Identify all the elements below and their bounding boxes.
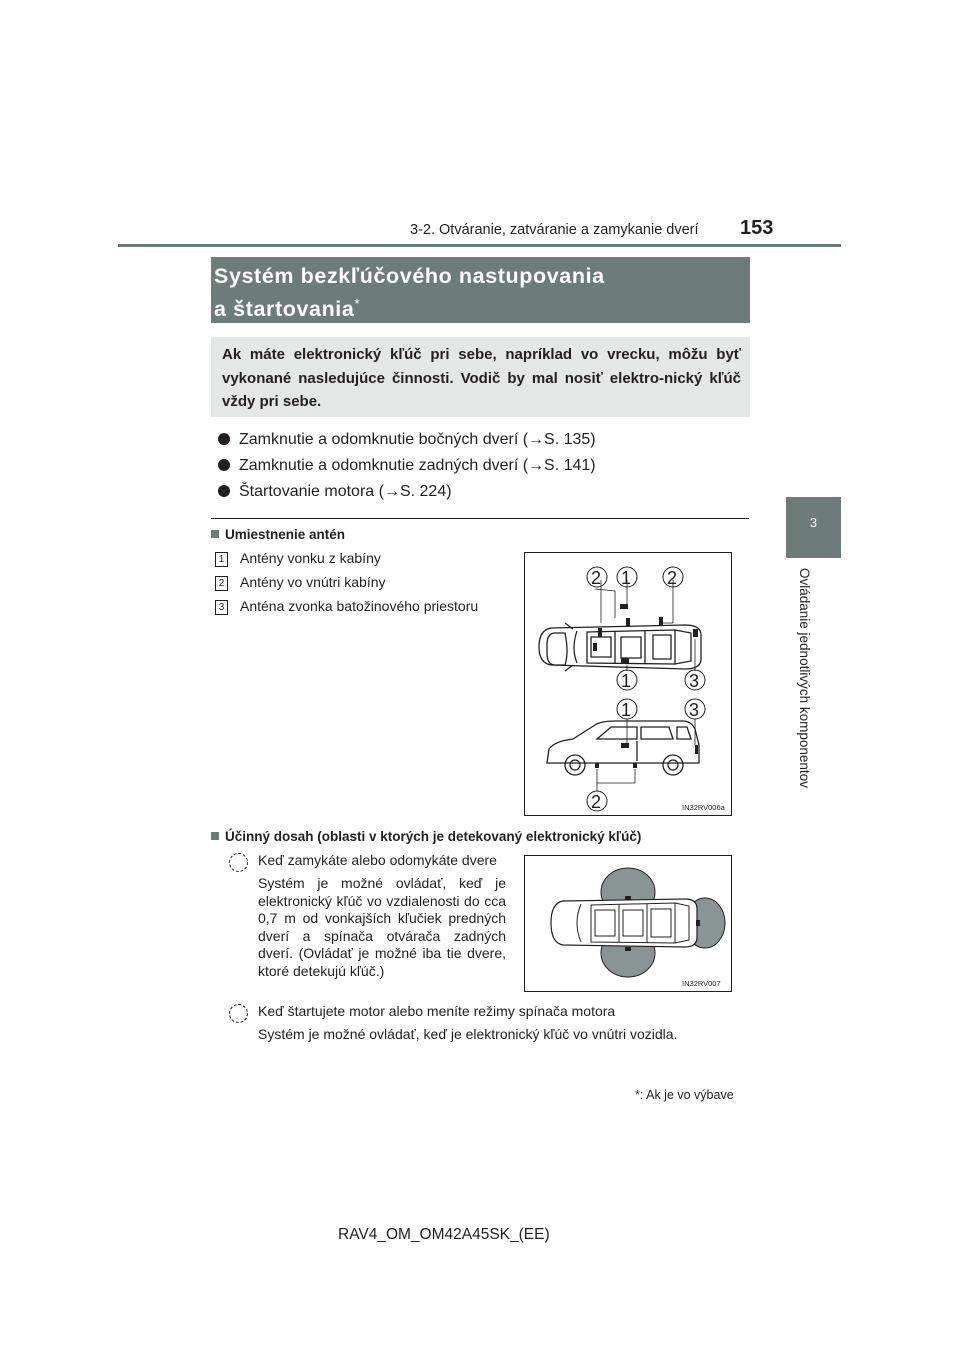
bullet-dot — [218, 459, 230, 471]
legend-number: 3 — [215, 600, 228, 615]
intro-text: Ak máte elektronický kľúč pri sebe, napríklad vo vrecku, môžu byť vykonané nasledujúce činnosti. Vodič by mal nosiť elektro-nický kľúč vždy pri sebe. — [222, 346, 741, 410]
figure-code: IN32RV006a — [682, 803, 725, 812]
figure-code: IN32RV007 — [682, 979, 721, 988]
legend-number: 2 — [215, 576, 228, 591]
range-item-1-text: Systém je možné ovládať, keď je elektronický kľúč vo vzdialenosti do cca 0,7 m od vonkajších kľučiek predných dverí a spínača otvárača zadných dverí. (Ovládať je možné iba tie dvere, ktoré detekujú kľúč.) — [258, 875, 506, 979]
bullet-text: Zamknutie a odomknutie bočných dverí (→S. 135) — [239, 431, 596, 448]
heading-square-icon — [211, 832, 219, 840]
bullet-item — [218, 483, 452, 501]
page-title — [214, 262, 605, 323]
header-rule — [118, 244, 841, 247]
svg-text:2: 2 — [667, 568, 678, 588]
svg-text:1: 1 — [621, 671, 632, 691]
title-line-2 — [214, 290, 605, 323]
chapter-number: 3 — [809, 515, 818, 530]
bullet-text: Štartovanie motora (→S. 224) — [239, 483, 452, 500]
title-line-2-text: a štartovania — [214, 297, 355, 322]
bullet-dot — [218, 433, 230, 445]
legend-item — [215, 598, 478, 615]
bullet-item — [218, 457, 596, 475]
svg-text:3: 3 — [689, 700, 700, 720]
antenna-diagram — [525, 553, 731, 815]
antenna-heading — [211, 527, 345, 542]
legend-label: Anténa zvonka batožinového priestoru — [240, 598, 479, 614]
header-section-title: 3-2. Otváranie, zatváranie a zamykanie dverí — [410, 222, 699, 238]
legend-label: Antény vo vnútri kabíny — [240, 574, 386, 590]
dashed-circle-icon — [229, 853, 248, 872]
effective-range-figure — [524, 855, 732, 992]
svg-text:1: 1 — [621, 568, 632, 588]
bullet-item — [218, 431, 596, 449]
footnote: *: Ak je vo výbave — [635, 1088, 734, 1102]
range-heading-text: Účinný dosah (oblasti v ktorých je detekovaný elektronický kľúč) — [225, 829, 642, 844]
heading-square-icon — [211, 530, 219, 538]
legend-item — [215, 550, 381, 567]
range-diagram — [525, 856, 731, 991]
chapter-title: Ovládanie jednotlivých komponentov — [797, 568, 812, 788]
range-item-2-text: Systém je možné ovládať, keď je elektronický kľúč vo vnútri vozidla. — [258, 1026, 678, 1042]
antenna-location-figure — [524, 552, 732, 816]
legend-label: Antény vonku z kabíny — [240, 550, 381, 566]
footer-document-code: RAV4_OM_OM42A45SK_(EE) — [338, 1226, 550, 1243]
legend-item — [215, 574, 386, 591]
title-line-1: Systém bezkľúčového nastupovania — [214, 264, 605, 288]
bullet-text: Zamknutie a odomknutie zadných dverí (→S. 141) — [239, 457, 596, 474]
range-item-1-title: Keď zamykáte alebo odomykáte dvere — [258, 852, 497, 868]
svg-text:2: 2 — [591, 568, 602, 588]
svg-text:1: 1 — [621, 700, 632, 720]
leader-lines-side — [597, 719, 695, 791]
dashed-circle-icon — [229, 1004, 248, 1023]
range-item-2-title: Keď štartujete motor alebo meníte režimy spínača motora — [258, 1003, 616, 1019]
range-heading — [211, 829, 641, 844]
page-number: 153 — [740, 217, 774, 239]
section-divider — [211, 518, 749, 519]
car-top-view — [539, 623, 701, 671]
svg-text:3: 3 — [689, 671, 700, 691]
svg-text:2: 2 — [591, 792, 602, 812]
antenna-heading-text: Umiestnenie antén — [225, 527, 346, 542]
title-star: * — [354, 296, 361, 311]
bullet-dot — [218, 485, 230, 497]
legend-number: 1 — [215, 552, 228, 567]
callouts-top — [587, 567, 705, 812]
